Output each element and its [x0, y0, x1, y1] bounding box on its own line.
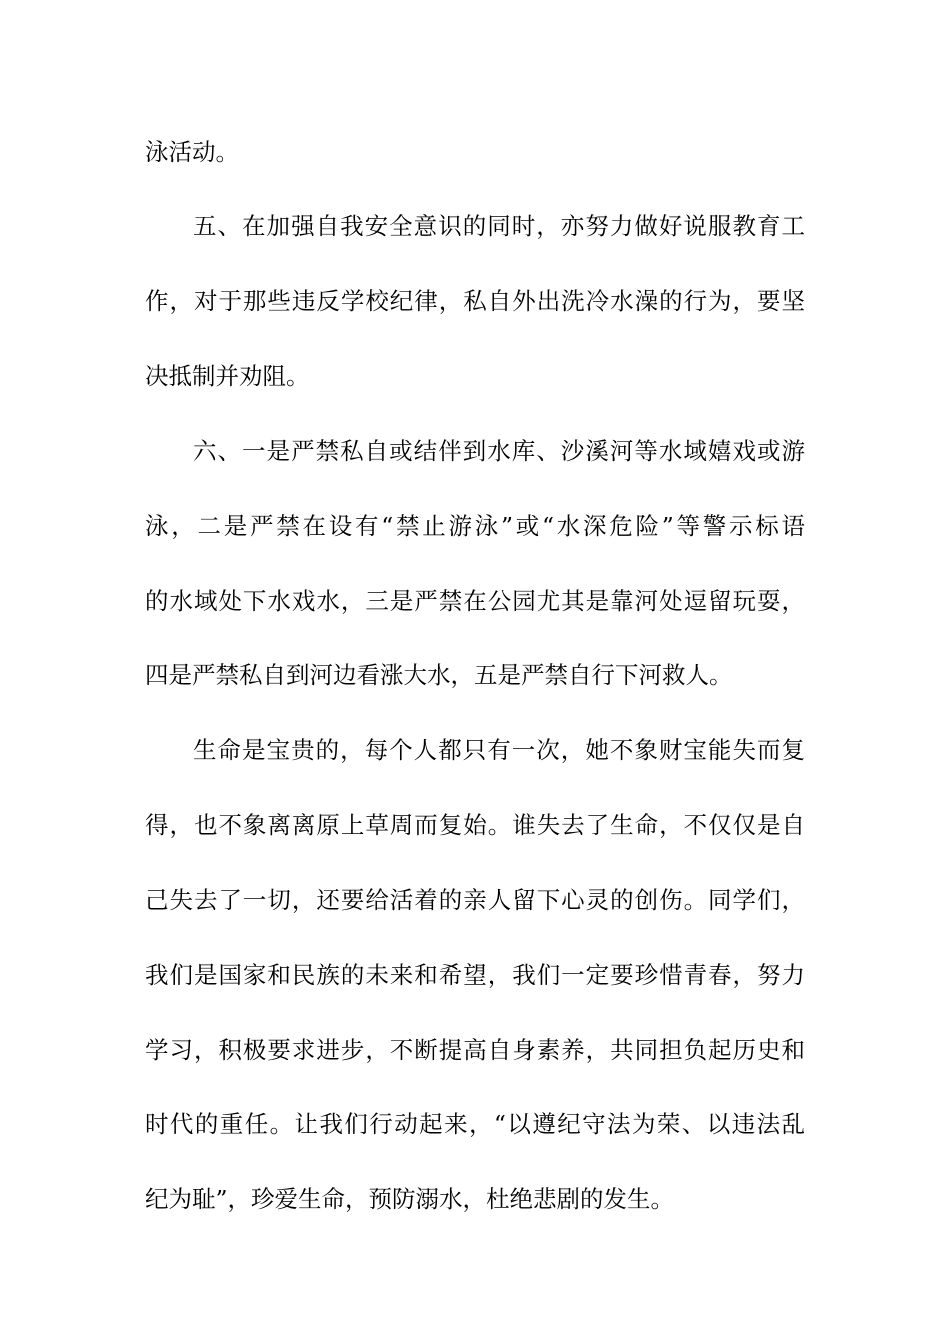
paragraph-6-line-4: 四是严禁私自到河边看涨大水，五是严禁自行下河救人。: [145, 661, 733, 689]
closing-paragraph-line-2: 得，也不象离离原上草周而复始。谁失去了生命，不仅仅是自: [145, 811, 805, 839]
closing-paragraph-line-4: 我们是国家和民族的未来和希望，我们一定要珍惜青春，努力: [145, 961, 805, 989]
closing-paragraph-line-1: 生命是宝贵的，每个人都只有一次，她不象财宝能失而复: [193, 736, 805, 764]
paragraph-5-line-2: 作，对于那些违反学校纪律，私自外出洗冷水澡的行为，要坚: [145, 287, 805, 315]
closing-paragraph-line-5: 学习，积极要求进步，不断提高自身素养，共同担负起历史和: [145, 1036, 805, 1064]
closing-paragraph-line-7: 纪为耻”，珍爱生命，预防溺水，杜绝悲剧的发生。: [145, 1185, 675, 1213]
paragraph-6-line-2: 泳，二是严禁在设有“禁止游泳”或“水深危险”等警示标语: [145, 512, 805, 540]
paragraph-5-line-3: 决抵制并劝阻。: [145, 362, 310, 390]
closing-paragraph-line-3: 己失去了一切，还要给活着的亲人留下心灵的创伤。同学们，: [145, 886, 805, 914]
paragraph-5-line-1: 五、在加强自我安全意识的同时，亦努力做好说服教育工: [193, 212, 805, 240]
paragraph-6-line-3: 的水域处下水戏水，三是严禁在公园尤其是靠河处逗留玩耍，: [145, 587, 805, 615]
closing-paragraph-line-6: 时代的重任。让我们行动起来，“以遵纪守法为荣、以违法乱: [145, 1110, 805, 1138]
paragraph-6-line-1: 六、一是严禁私自或结伴到水库、沙溪河等水域嬉戏或游: [193, 437, 805, 465]
text-line-1: 泳活动。: [145, 138, 239, 166]
